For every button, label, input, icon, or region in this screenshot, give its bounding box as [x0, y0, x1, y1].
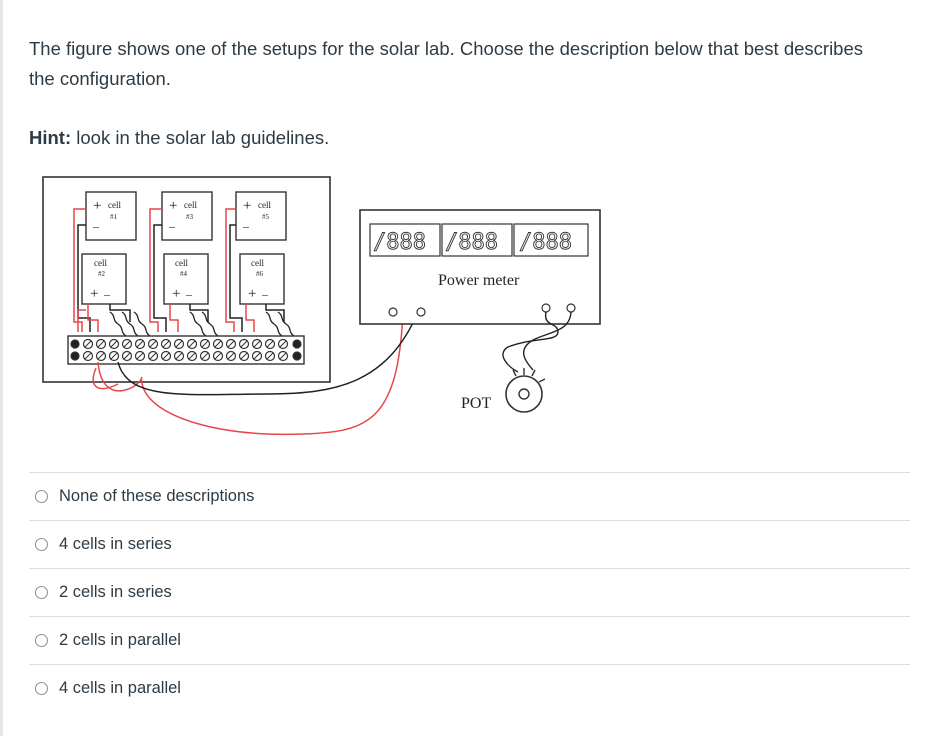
cell-6	[240, 254, 284, 304]
answer-option-label: 4 cells in parallel	[59, 679, 181, 697]
answer-option-4-series[interactable]	[29, 520, 910, 568]
svg-text:+: +	[243, 198, 252, 214]
answer-option-2-parallel[interactable]	[29, 616, 910, 664]
question-text: The figure shows one of the setups for the solar lab. Choose the description below that best describes the configuration.	[29, 38, 864, 89]
svg-text:cell: cell	[184, 200, 197, 210]
svg-text:#1: #1	[110, 213, 117, 221]
svg-text:cell: cell	[108, 200, 121, 210]
svg-text:/888: /888	[373, 230, 426, 255]
svg-text:#4: #4	[180, 270, 187, 278]
answer-option-label: 2 cells in parallel	[59, 631, 181, 649]
answer-option-label: 2 cells in series	[59, 583, 172, 601]
hint-text: look in the solar lab guidelines.	[71, 127, 330, 148]
answer-option-4-parallel[interactable]	[29, 664, 910, 712]
svg-text:cell: cell	[175, 258, 188, 268]
svg-text:cell: cell	[94, 258, 107, 268]
cell-1	[86, 192, 136, 240]
radio-button[interactable]	[35, 490, 48, 503]
cell-2	[82, 254, 126, 304]
svg-text:–: –	[93, 219, 99, 233]
svg-text:+: +	[172, 286, 181, 302]
radio-button[interactable]	[35, 586, 48, 599]
svg-text:+: +	[93, 198, 102, 214]
hint	[29, 123, 329, 153]
answer-option-label: 4 cells in series	[59, 535, 172, 553]
svg-text:+: +	[90, 286, 99, 302]
radio-button[interactable]	[35, 682, 48, 695]
svg-text:+: +	[248, 286, 257, 302]
pot-label: POT	[461, 395, 492, 412]
page-left-border	[0, 0, 3, 736]
cell-3	[162, 192, 212, 240]
terminal-strip	[68, 336, 304, 364]
svg-text:/888: /888	[445, 230, 498, 255]
power-meter	[360, 210, 600, 324]
cell-5	[236, 192, 286, 240]
answer-option-label: None of these descriptions	[59, 487, 255, 505]
svg-text:cell: cell	[258, 200, 271, 210]
svg-text:#6: #6	[256, 270, 263, 278]
svg-text:–: –	[104, 287, 110, 301]
solar-lab-figure	[38, 172, 604, 440]
potentiometer	[461, 368, 545, 412]
svg-text:#2: #2	[98, 270, 105, 278]
hint-label: Hint:	[29, 127, 72, 148]
radio-button[interactable]	[35, 634, 48, 647]
answer-options	[29, 472, 910, 712]
power-meter-label: Power meter	[438, 272, 520, 289]
cell-4	[164, 254, 208, 304]
svg-text:–: –	[169, 219, 175, 233]
svg-text:–: –	[186, 287, 192, 301]
svg-text:–: –	[262, 287, 268, 301]
svg-text:cell: cell	[251, 258, 264, 268]
radio-button[interactable]	[35, 538, 48, 551]
answer-option-2-series[interactable]	[29, 568, 910, 616]
svg-text:–: –	[243, 219, 249, 233]
svg-text:#3: #3	[186, 213, 193, 221]
svg-text:#5: #5	[262, 213, 269, 221]
svg-text:+: +	[169, 198, 178, 214]
svg-text:/888: /888	[519, 230, 572, 255]
answer-option-none[interactable]	[29, 472, 910, 520]
